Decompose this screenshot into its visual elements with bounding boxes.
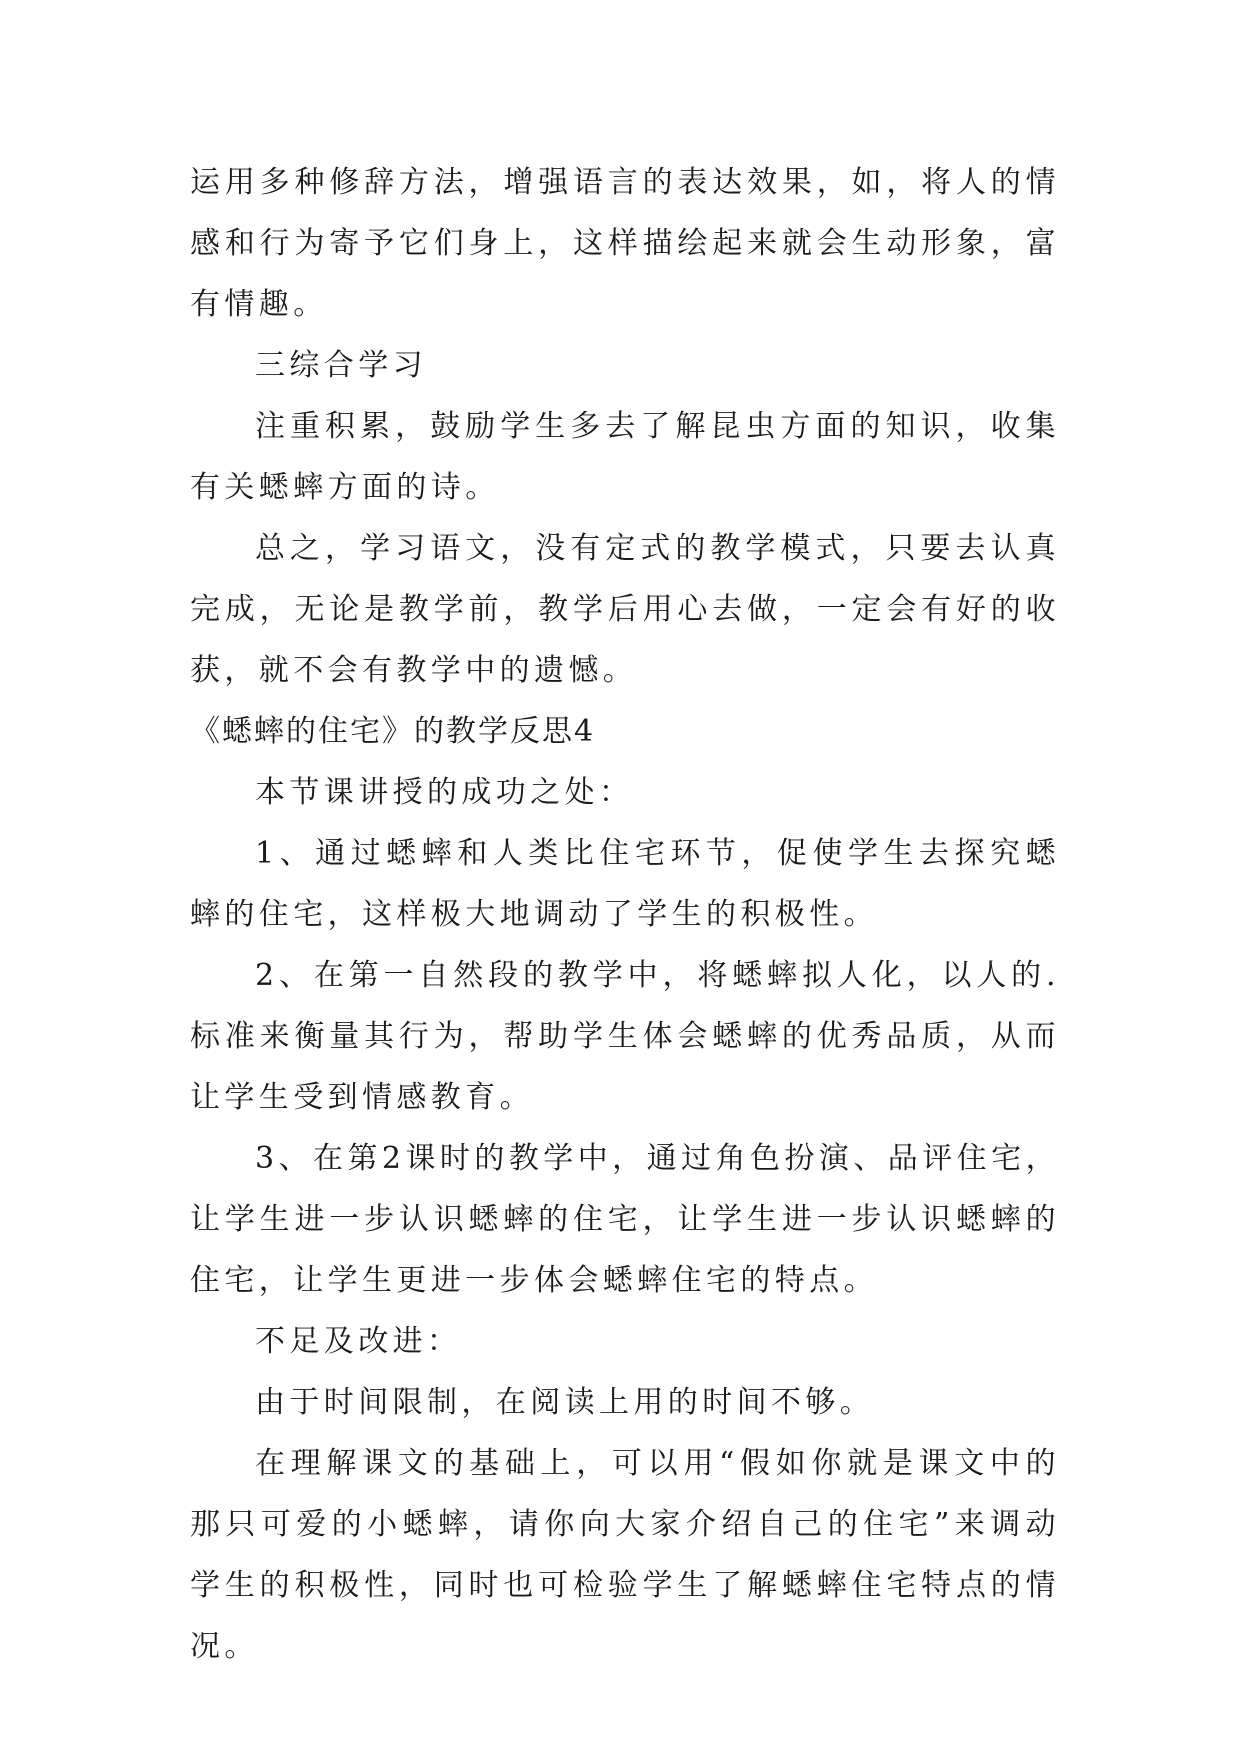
paragraph-shortcomings-heading: 不足及改进： [255,1324,462,1359]
paragraph-accumulation: 注重积累，鼓励学生多去了解昆虫方面的知识，收集有关蟋蟀方面的诗。 [190,409,1060,505]
paragraph-conclusion: 总之，学习语文，没有定式的教学模式，只要去认真完成，无论是教学前，教学后用心去做，一定会有好的收获，就不会有教学中的遗憾。 [190,531,1060,688]
article-title-reflection-4: 《蟋蟀的住宅》的教学反思4 [190,714,596,749]
paragraph-improvement: 在理解课文的基础上，可以用“假如你就是课文中的那只可爱的小蟋蟀，请你向大家介绍自己的住宅”来调动学生的积极性，同时也可检验学生了解蟋蟀住宅特点的情况。 [190,1446,1060,1664]
document-page [190,152,1060,1677]
list-item-3: 3、在第2课时的教学中，通过角色扮演、品评住宅，让学生进一步认识蟋蟀的住宅，让学生进一步认识蟋蟀的住宅，让学生更进一步体会蟋蟀住宅的特点。 [190,1141,1060,1298]
list-item-1: 1、通过蟋蟀和人类比住宅环节，促使学生去探究蟋蟀的住宅，这样极大地调动了学生的积极性。 [190,836,1060,932]
paragraph-time-limit: 由于时间限制，在阅读上用的时间不够。 [255,1385,875,1420]
paragraph-rhetoric-methods: 运用多种修辞方法，增强语言的表达效果，如，将人的情感和行为寄予它们身上，这样描绘起来就会生动形象，富有情趣。 [190,165,1060,322]
list-item-2: 2、在第一自然段的教学中，将蟋蟀拟人化，以人的.标准来衡量其行为，帮助学生体会蟋蟀的优秀品质，从而让学生受到情感教育。 [190,958,1060,1115]
section-heading-comprehensive-study: 三综合学习 [255,348,427,383]
paragraph-success-intro: 本节课讲授的成功之处： [255,775,634,810]
